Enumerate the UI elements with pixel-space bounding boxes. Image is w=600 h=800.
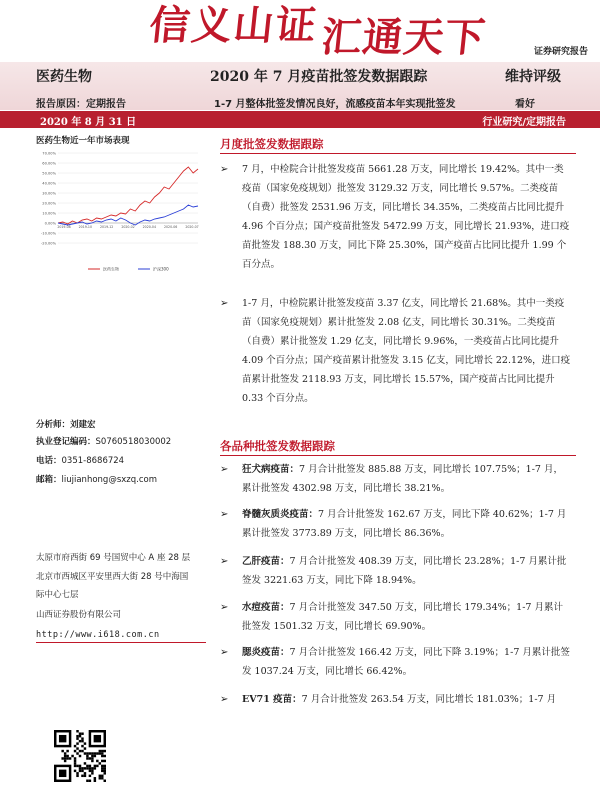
qr-module [86, 780, 88, 782]
qr-module [91, 755, 93, 757]
qr-module [101, 770, 103, 772]
y-tick-label: 0.00% [44, 221, 56, 226]
left-divider [36, 642, 206, 643]
qr-module [104, 755, 106, 757]
y-tick-label: 70.00% [42, 151, 56, 156]
list-item [220, 460, 572, 498]
arrow-bullet-icon: ➢ [220, 509, 229, 520]
qr-module [86, 757, 88, 759]
qr-module [84, 762, 86, 764]
qr-module [104, 760, 106, 762]
qr-module [76, 730, 78, 732]
qr-module [89, 780, 91, 782]
qr-module [79, 767, 81, 769]
cert-number: S0760518030002 [95, 437, 172, 447]
report-subtitle: 1-7 月整体批签发情况良好，流感疫苗本年实现批签发 [214, 99, 456, 110]
qr-module [76, 772, 78, 774]
qr-module [99, 762, 101, 764]
qr-module [101, 767, 103, 769]
analyst-name: 刘建宏 [70, 420, 96, 430]
vaccine-name: EV71 疫苗： [242, 694, 302, 705]
outlook-label: 看好 [515, 99, 535, 110]
qr-module [94, 780, 96, 782]
bullet-text: 7 月合计批签发 162.67 万支，同比下降 40.62%；1-7 月累计批签发 3773.89 万支，同比增长 86.36%。 [242, 509, 567, 539]
qr-module [86, 755, 88, 757]
email-address: liujianhong@sxzq.com [61, 475, 157, 485]
y-tick-label: -20.00% [41, 241, 56, 246]
qr-module [89, 765, 91, 767]
qr-module [64, 760, 66, 762]
qr-module [101, 752, 103, 754]
arrow-bullet-icon: ➢ [220, 602, 229, 613]
qr-module [104, 770, 106, 772]
list-item [220, 294, 572, 408]
qr-module [66, 757, 68, 759]
y-tick-label: -10.00% [41, 231, 56, 236]
qr-module [81, 732, 83, 734]
address-beijing-cont: 际中心七层 [36, 590, 79, 600]
qr-module [86, 767, 88, 769]
bullet-text: 7 月合计批签发 263.54 万支，同比增长 181.03%；1-7 月 [301, 694, 557, 705]
qr-module [74, 770, 76, 772]
brand-slogan-right: 汇通天下 [319, 14, 489, 61]
x-tick-label: 2020-06 [164, 225, 178, 229]
qr-module [69, 757, 71, 759]
x-tick-label: 2020-07 [185, 225, 199, 229]
vaccine-name: 乙肝疫苗： [242, 556, 290, 567]
chart-series [58, 167, 198, 225]
legend-label: 沪深300 [153, 266, 169, 272]
qr-module [91, 760, 93, 762]
phone-number: 0351-8686724 [61, 456, 125, 466]
section-divider [220, 153, 576, 154]
qr-module [79, 740, 81, 742]
list-item [220, 690, 572, 709]
x-tick-label: 2020-02 [121, 225, 135, 229]
qr-module [89, 757, 91, 759]
qr-module [81, 740, 83, 742]
qr-module [91, 752, 93, 754]
qr-module [104, 765, 106, 767]
vaccine-name: 狂犬病疫苗： [242, 464, 300, 475]
qr-module [89, 767, 91, 769]
qr-module [84, 772, 86, 774]
qr-module [84, 752, 86, 754]
legend-label: 医药生物 [103, 266, 119, 272]
qr-code-icon [54, 730, 106, 782]
section-title-monthly: 月度批签发数据跟踪 [220, 137, 324, 151]
qr-module [84, 747, 86, 749]
qr-module [101, 765, 103, 767]
section-title-variety: 各品种批签发数据跟踪 [220, 439, 335, 453]
industry-name: 医药生物 [36, 69, 92, 85]
qr-module [76, 775, 78, 777]
arrow-bullet-icon: ➢ [220, 556, 229, 567]
qr-module [94, 755, 96, 757]
brand-slogan-left: 信义山证 [147, 2, 321, 49]
list-item [220, 160, 572, 274]
chart-gridlines [58, 153, 198, 243]
list-item [220, 598, 572, 636]
qr-module [94, 752, 96, 754]
qr-module [89, 775, 91, 777]
arrow-bullet-icon: ➢ [220, 298, 229, 309]
chart-title: 医药生物近一年市场表现 [36, 136, 130, 146]
qr-module [59, 735, 66, 742]
qr-module [84, 767, 86, 769]
qr-module [76, 765, 78, 767]
analyst-info: 分析师：刘建宏 [36, 420, 96, 430]
x-tick-label: 2020-04 [142, 225, 156, 229]
company-name: 山西证券股份有限公司 [36, 610, 122, 620]
report-reason: 报告原因：定期报告 [36, 99, 126, 110]
bullet-text: 7 月合计批签发 347.50 万支，同比增长 179.34%；1-7 月累计批签发 1501.32 万支，同比增长 69.90%。 [242, 602, 563, 632]
qr-module [101, 760, 103, 762]
email-info: 邮箱：liujianhong@sxzq.com [36, 475, 157, 485]
series-line [58, 167, 198, 224]
qr-module [81, 775, 83, 777]
qr-module [96, 760, 98, 762]
qr-module [99, 750, 101, 752]
qr-module [71, 755, 73, 757]
x-tick-label: 2019-10 [78, 225, 92, 229]
bullet-text: 7 月合计批签发 166.42 万支，同比下降 3.19%；1-7 月累计批签发 1037.24 万支，同比增长 66.42%。 [242, 647, 570, 677]
qr-module [79, 765, 81, 767]
qr-module [101, 775, 103, 777]
bullet-text: 7 月合计批签发 408.39 万支，同比增长 23.28%；1-7 月累计批签发 3221.63 万支，同比下降 18.94%。 [242, 556, 567, 586]
bullet-text: 1-7 月，中检院累计批签发疫苗 3.37 亿支，同比增长 21.68%。其中一类疫苗（国家免疫规划）累计批签发 2.08 亿支，同比增长 30.31%。二类疫苗（自费）累计批签发 1.29 亿支，同比增长 9.96%，一类疫苗占比同比提升 4.09 个百分点；国产疫苗累计批签发 3.15 亿支，同比增长 22.12%，进口疫苗累计批签发 2118.93 万支，同比增长 15.57%，国产疫苗占比同比提升 0.33 个百分点。 [242, 298, 571, 404]
arrow-bullet-icon: ➢ [220, 647, 229, 658]
qr-module [101, 755, 103, 757]
qr-module [76, 737, 78, 739]
y-tick-label: 50.00% [42, 171, 56, 176]
qr-module [99, 775, 101, 777]
qr-module [74, 765, 76, 767]
arrow-bullet-icon: ➢ [220, 164, 229, 175]
y-tick-label: 30.00% [42, 191, 56, 196]
qr-module [81, 770, 83, 772]
qr-module [81, 767, 83, 769]
qr-module [66, 750, 68, 752]
qr-module [104, 767, 106, 769]
report-date: 2020 年 8 月 31 日 [40, 117, 137, 128]
list-item [220, 643, 572, 681]
qr-module [74, 750, 76, 752]
chart-legend [88, 266, 169, 272]
qr-module [89, 752, 91, 754]
website-link[interactable]: http://www.i618.com.cn [36, 630, 160, 640]
qr-module [99, 777, 101, 779]
arrow-bullet-icon: ➢ [220, 464, 229, 475]
list-item [220, 505, 572, 543]
qr-module [79, 735, 81, 737]
qr-module [101, 750, 103, 752]
qr-module [76, 742, 78, 744]
report-title: 2020 年 7 月疫苗批签发数据跟踪 [210, 69, 428, 85]
qr-module [104, 780, 106, 782]
bullet-text: 7 月，中检院合计批签发疫苗 5661.28 万支，同比增长 19.42%。其中一类疫苗（国家免疫规划）批签发 3129.32 万支，同比增长 9.57%。二类疫苗（自费）批签发 2531.96 万支，同比增长 34.35%，二类疫苗占比同比提升 4.96 个百分点；国产疫苗批签发 5472.99 万支，同比增长 21.93%，进口疫苗批签发 188.30 万支，同比下降 25.30%，国产疫苗占比同比提升 1.99 个百分点。 [242, 164, 570, 270]
qr-module [76, 735, 78, 737]
qr-module [81, 745, 83, 747]
qr-module [94, 765, 96, 767]
section-divider [220, 455, 576, 456]
arrow-bullet-icon: ➢ [220, 694, 229, 705]
report-category: 行业研究/定期报告 [482, 117, 566, 128]
rating-label: 维持评级 [505, 69, 561, 85]
qr-module [79, 770, 81, 772]
qr-module [94, 777, 96, 779]
qr-module [66, 755, 68, 757]
qr-module [99, 752, 101, 754]
qr-module [104, 750, 106, 752]
x-tick-label: 2019-12 [100, 225, 114, 229]
qr-module [91, 767, 93, 769]
qr-module [84, 742, 86, 744]
chart-x-ticks [57, 225, 198, 229]
qr-module [94, 735, 101, 742]
qr-module [84, 775, 86, 777]
address-beijing: 北京市西城区平安里西大街 28 号中海国 [36, 572, 189, 582]
qr-module [61, 750, 63, 752]
qr-module [81, 750, 83, 752]
qr-module [74, 760, 76, 762]
y-tick-label: 40.00% [42, 181, 56, 186]
y-tick-label: 20.00% [42, 201, 56, 206]
qr-module [96, 765, 98, 767]
qr-module [94, 767, 96, 769]
qr-module [91, 757, 93, 759]
phone-info: 电话：0351-8686724 [36, 456, 125, 466]
qr-module [64, 755, 66, 757]
qr-module [74, 762, 76, 764]
x-tick-label: 2019-08 [57, 225, 71, 229]
report-type-label: 证券研究报告 [533, 47, 588, 57]
qr-module [91, 770, 93, 772]
qr-module [74, 745, 76, 747]
vaccine-name: 腮炎疫苗： [242, 647, 290, 658]
bullet-text: 7 月合计批签发 885.88 万支，同比增长 107.75%；1-7 月，累计批签发 4302.98 万支，同比增长 38.21%。 [242, 464, 563, 494]
qr-module [86, 752, 88, 754]
qr-module [86, 765, 88, 767]
qr-module [64, 752, 66, 754]
vaccine-name: 水痘疫苗： [242, 602, 290, 613]
vaccine-name: 脊髓灰质炎疫苗： [242, 509, 319, 520]
qr-module [79, 755, 81, 757]
qr-module [91, 772, 93, 774]
chart-y-ticks [41, 152, 57, 246]
y-tick-label: 10.00% [42, 211, 56, 216]
address-taiyuan: 太原市府西街 69 号国贸中心 A 座 28 层 [36, 553, 191, 563]
qr-module [76, 752, 78, 754]
qr-module [104, 772, 106, 774]
qr-module [76, 747, 78, 749]
qr-module [101, 777, 103, 779]
qr-module [74, 757, 76, 759]
market-performance-chart [36, 147, 206, 277]
qr-module [79, 750, 81, 752]
list-item [220, 552, 572, 590]
qr-module [96, 752, 98, 754]
qr-module [89, 770, 91, 772]
cert-info: 执业登记编码：S0760518030002 [36, 437, 172, 447]
qr-module [81, 737, 83, 739]
qr-module [59, 770, 66, 777]
qr-module [61, 757, 63, 759]
y-tick-label: 60.00% [42, 161, 56, 166]
qr-module [64, 757, 66, 759]
qr-module [79, 732, 81, 734]
